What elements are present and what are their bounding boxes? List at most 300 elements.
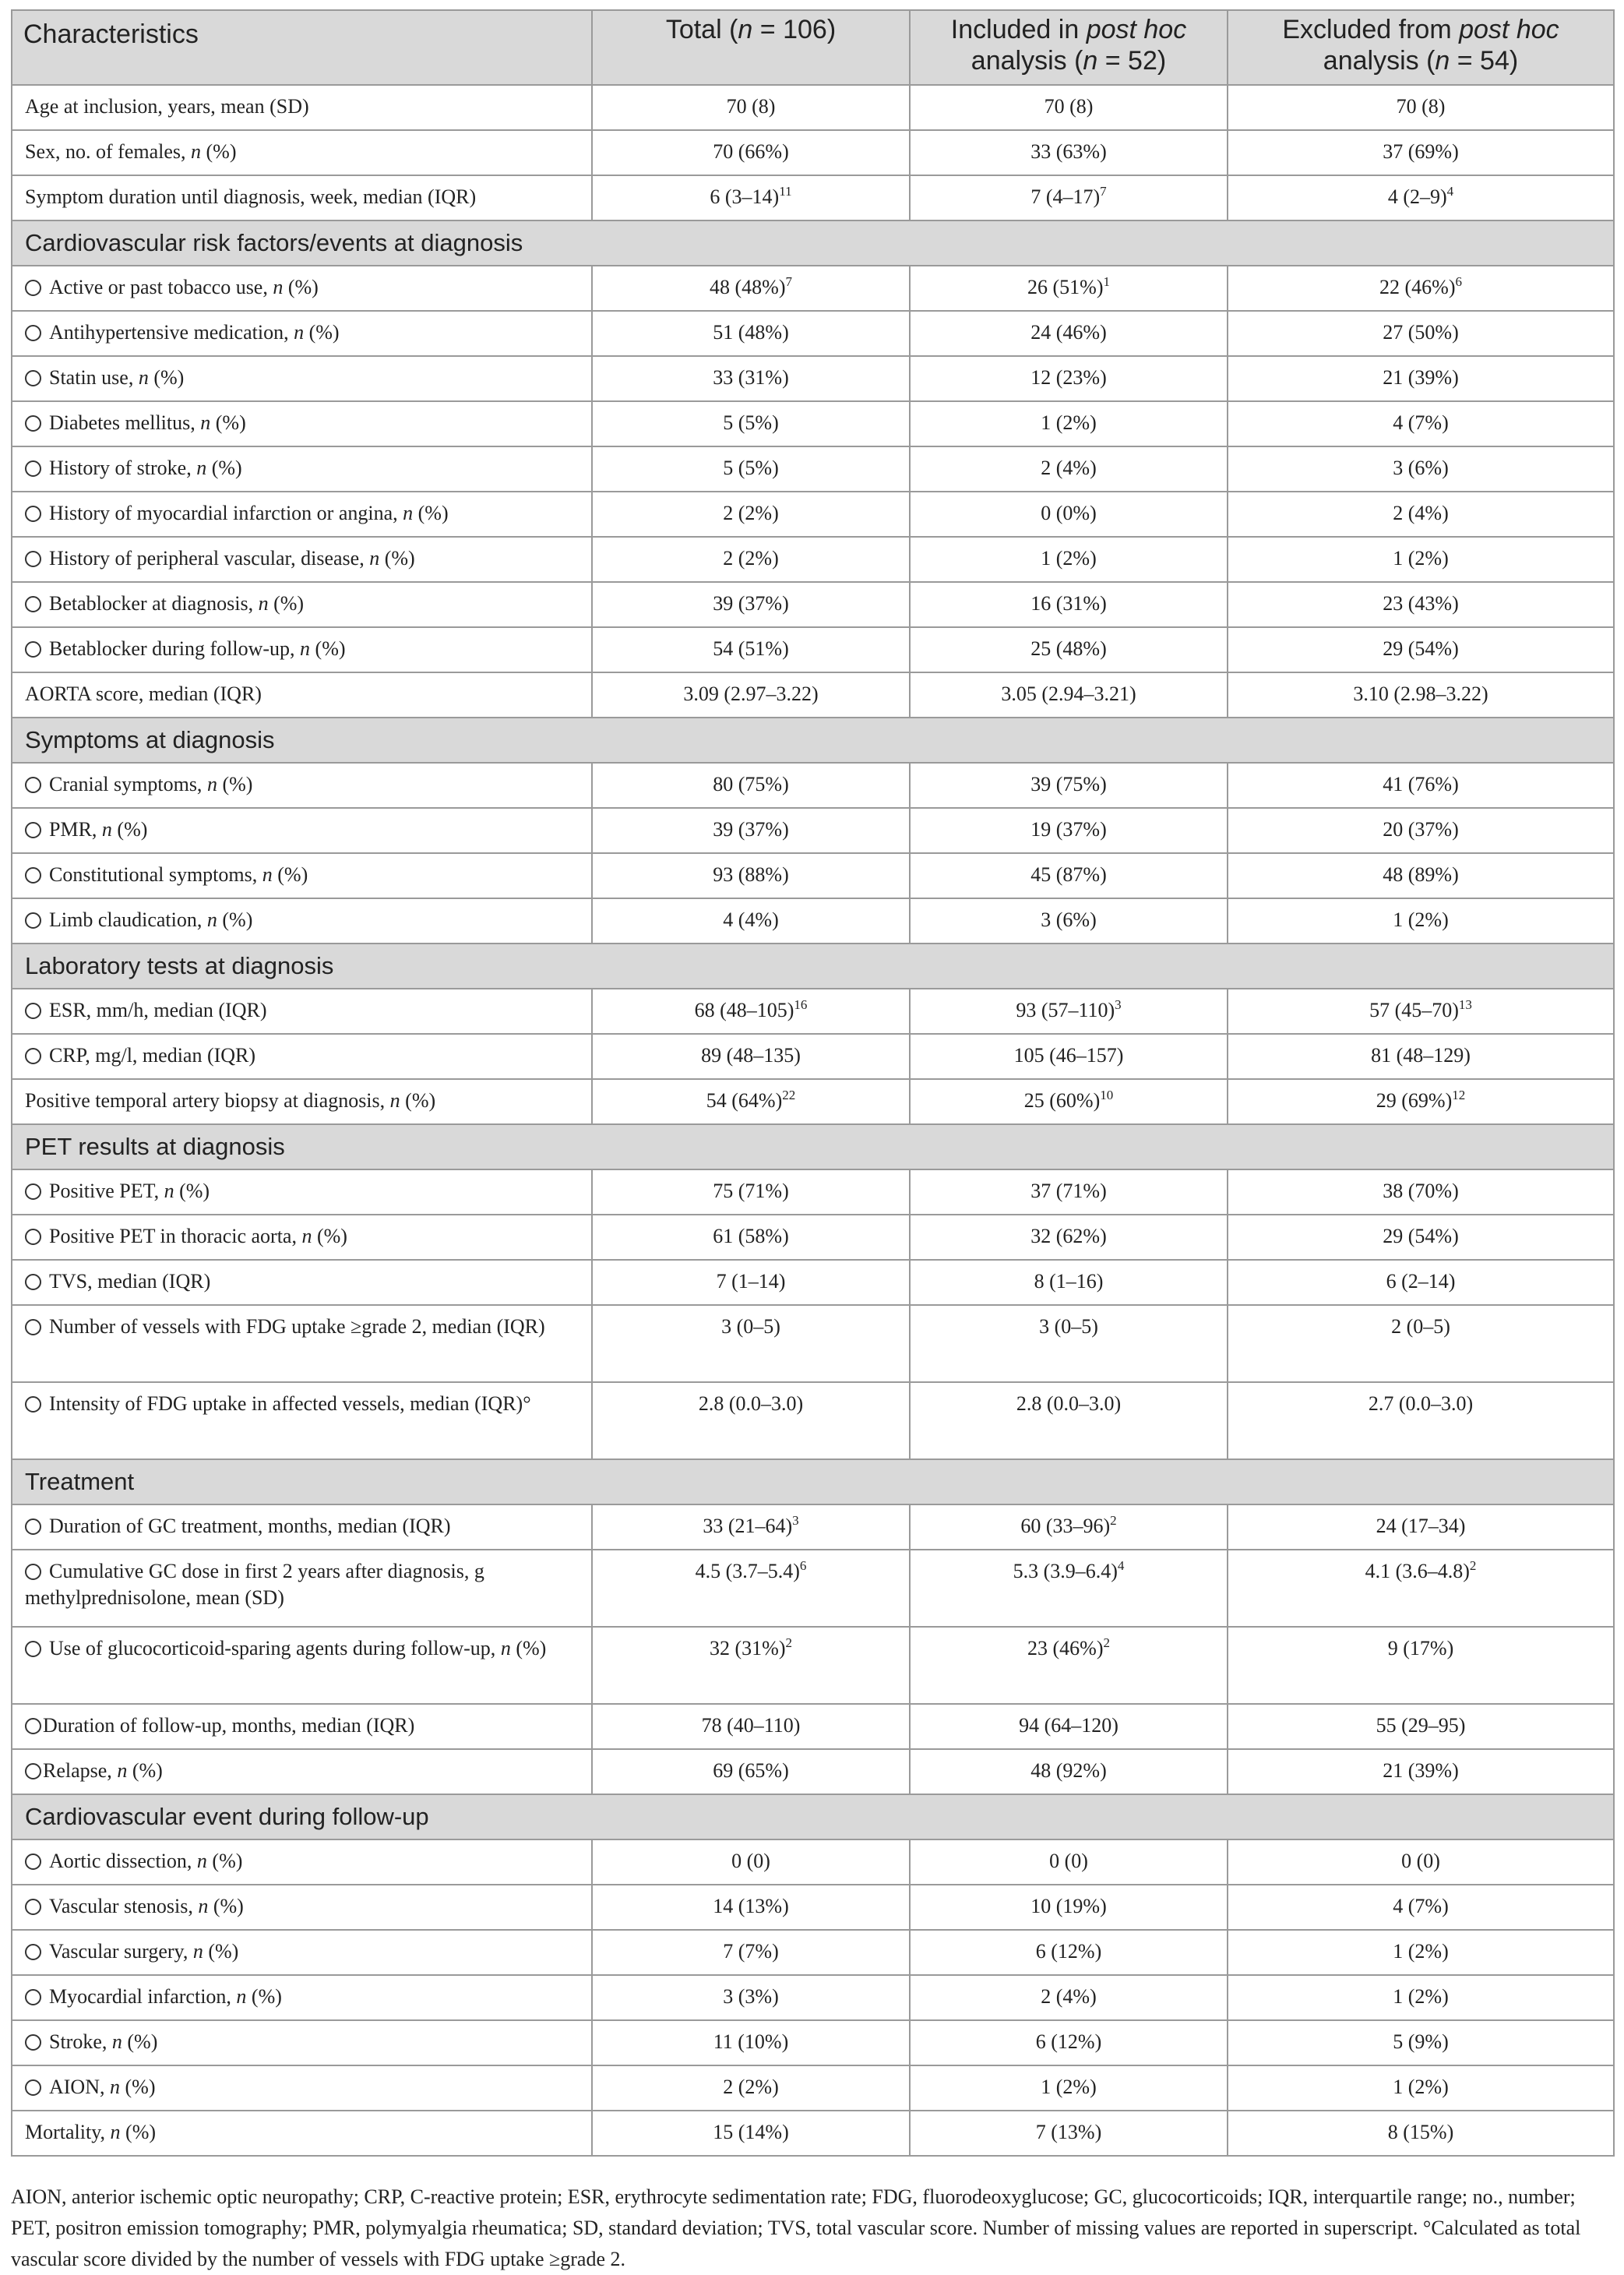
row-label: Relapse, n (%) (43, 1759, 163, 1782)
value-excluded: 27 (50%) (1383, 321, 1459, 344)
value-total: 2 (2%) (723, 2076, 779, 2098)
table-row (12, 1839, 1614, 1885)
value-excluded: 24 (17–34) (1376, 1515, 1466, 1537)
value-excluded: 29 (69%) (1376, 1089, 1453, 1112)
missing-count-superscript: 7 (785, 274, 792, 289)
table-row (12, 1079, 1614, 1124)
value-total: 5 (5%) (723, 411, 779, 434)
missing-count-superscript: 6 (1455, 274, 1462, 289)
missing-count-superscript: 2 (785, 1635, 792, 1650)
value-cell-included (910, 1382, 1228, 1459)
value-cell-total (592, 1627, 910, 1704)
circle-bullet-icon (25, 2034, 41, 2051)
missing-count-superscript: 12 (1452, 1088, 1466, 1102)
value-cell-excluded (1228, 763, 1614, 808)
row-label-cell (12, 85, 592, 130)
value-cell-excluded (1228, 627, 1614, 672)
value-cell-excluded (1228, 492, 1614, 537)
value-cell-included (910, 989, 1228, 1034)
circle-bullet-icon (25, 641, 41, 658)
value-excluded: 1 (2%) (1393, 908, 1449, 931)
value-included: 1 (2%) (1041, 411, 1097, 434)
value-cell-total (592, 1382, 910, 1459)
section-title: Cardiovascular event during follow-up (12, 1794, 1614, 1839)
value-cell-excluded (1228, 1749, 1614, 1794)
value-cell-total (592, 356, 910, 401)
value-cell-total (592, 1504, 910, 1550)
row-label-cell (12, 763, 592, 808)
value-included: 39 (75%) (1030, 773, 1107, 795)
row-label-cell (12, 808, 592, 853)
row-label-cell (12, 1079, 592, 1124)
value-included: 6 (12%) (1035, 1940, 1102, 1963)
value-total: 69 (65%) (713, 1759, 789, 1782)
section-title: Symptoms at diagnosis (12, 718, 1614, 763)
value-total: 33 (31%) (713, 366, 789, 389)
row-label: Vascular surgery, n (%) (49, 1940, 239, 1963)
value-included: 5.3 (3.9–6.4) (1013, 1560, 1118, 1582)
value-excluded: 3 (6%) (1393, 457, 1449, 479)
value-included: 3 (0–5) (1039, 1315, 1098, 1338)
missing-count-superscript: 4 (1446, 184, 1454, 199)
row-label: Antihypertensive medication, n (%) (49, 321, 340, 344)
missing-count-superscript: 7 (1100, 184, 1107, 199)
value-total: 75 (71%) (713, 1180, 789, 1202)
value-excluded: 37 (69%) (1383, 140, 1459, 163)
value-cell-excluded (1228, 2020, 1614, 2065)
row-label-cell (12, 1839, 592, 1885)
value-excluded: 29 (54%) (1383, 1225, 1459, 1247)
value-total: 33 (21–64) (703, 1515, 793, 1537)
value-cell-total (592, 401, 910, 446)
row-label-cell (12, 1749, 592, 1794)
value-cell-included (910, 1704, 1228, 1749)
value-excluded: 4 (2–9) (1387, 185, 1447, 208)
row-label-cell (12, 1885, 592, 1930)
value-total: 61 (58%) (713, 1225, 789, 1247)
row-label: History of stroke, n (%) (49, 457, 242, 479)
value-cell-excluded (1228, 1079, 1614, 1124)
row-label-cell (12, 1260, 592, 1305)
value-included: 105 (46–157) (1013, 1044, 1124, 1067)
row-label: Limb claudication, n (%) (49, 908, 253, 931)
value-total: 70 (66%) (713, 140, 789, 163)
row-label-cell (12, 627, 592, 672)
value-included: 10 (19%) (1030, 1895, 1107, 1917)
value-cell-included (910, 1034, 1228, 1079)
value-cell-total (592, 763, 910, 808)
row-label: Aortic dissection, n (%) (49, 1850, 243, 1872)
row-label: Positive temporal artery biopsy at diagnosis, n (%) (25, 1089, 436, 1112)
value-included: 19 (37%) (1030, 818, 1107, 841)
value-excluded: 5 (9%) (1393, 2030, 1449, 2053)
row-label-cell (12, 1504, 592, 1550)
value-cell-total (592, 1215, 910, 1260)
value-cell-excluded (1228, 1550, 1614, 1627)
value-cell-excluded (1228, 1930, 1614, 1975)
value-total: 2 (2%) (723, 547, 779, 570)
table-row (12, 627, 1614, 672)
value-cell-included (910, 401, 1228, 446)
value-cell-included (910, 85, 1228, 130)
table-row (12, 1504, 1614, 1550)
value-cell-total (592, 175, 910, 220)
row-label: Age at inclusion, years, mean (SD) (25, 95, 309, 118)
value-included: 60 (33–96) (1020, 1515, 1111, 1537)
value-cell-total (592, 1305, 910, 1382)
value-included: 3 (6%) (1041, 908, 1097, 931)
value-excluded: 4.1 (3.6–4.8) (1365, 1560, 1470, 1582)
value-cell-total (592, 266, 910, 311)
value-included: 7 (13%) (1035, 2121, 1102, 2143)
row-label: Betablocker during follow-up, n (%) (49, 637, 346, 660)
value-excluded: 21 (39%) (1383, 1759, 1459, 1782)
table-row (12, 401, 1614, 446)
value-total: 70 (8) (726, 95, 776, 118)
value-total: 54 (64%) (706, 1089, 783, 1112)
value-excluded: 4 (7%) (1393, 1895, 1449, 1917)
table-row (12, 85, 1614, 130)
row-label: Symptom duration until diagnosis, week, median (IQR) (25, 185, 477, 208)
value-excluded: 3.10 (2.98–3.22) (1353, 682, 1488, 705)
value-total: 80 (75%) (713, 773, 789, 795)
value-cell-excluded (1228, 582, 1614, 627)
row-label: Statin use, n (%) (49, 366, 185, 389)
table-row (12, 1930, 1614, 1975)
value-total: 93 (88%) (713, 863, 789, 886)
value-total: 39 (37%) (713, 592, 789, 615)
value-cell-excluded (1228, 537, 1614, 582)
value-cell-excluded (1228, 1885, 1614, 1930)
value-included: 2.8 (0.0–3.0) (1016, 1392, 1122, 1415)
value-excluded: 1 (2%) (1393, 2076, 1449, 2098)
value-cell-excluded (1228, 266, 1614, 311)
row-label: Myocardial infarction, n (%) (49, 1985, 282, 2008)
value-cell-included (910, 1260, 1228, 1305)
value-cell-total (592, 898, 910, 944)
table-row (12, 1704, 1614, 1749)
table-row (12, 763, 1614, 808)
table-row (12, 2020, 1614, 2065)
value-included: 6 (12%) (1035, 2030, 1102, 2053)
value-cell-included (910, 1930, 1228, 1975)
value-cell-included (910, 311, 1228, 356)
table-row (12, 130, 1614, 175)
section-header-row (12, 220, 1614, 266)
table-row (12, 808, 1614, 853)
value-included: 25 (48%) (1030, 637, 1107, 660)
table-row (12, 898, 1614, 944)
value-cell-excluded (1228, 808, 1614, 853)
circle-bullet-icon (25, 1564, 41, 1580)
value-cell-total (592, 311, 910, 356)
row-label: AION, n (%) (49, 2076, 156, 2098)
value-total: 14 (13%) (713, 1895, 789, 1917)
table-row (12, 266, 1614, 311)
value-excluded: 38 (70%) (1383, 1180, 1459, 1202)
value-cell-excluded (1228, 1169, 1614, 1215)
value-cell-total (592, 1704, 910, 1749)
value-cell-included (910, 1975, 1228, 2020)
table-row (12, 1169, 1614, 1215)
value-cell-included (910, 1504, 1228, 1550)
value-cell-included (910, 1215, 1228, 1260)
value-included: 23 (46%) (1027, 1637, 1104, 1660)
table-row (12, 1034, 1614, 1079)
value-included: 32 (62%) (1030, 1225, 1107, 1247)
value-cell-excluded (1228, 85, 1614, 130)
circle-bullet-icon (25, 280, 41, 296)
row-label-cell (12, 2065, 592, 2111)
value-cell-total (592, 1975, 910, 2020)
characteristics-table (11, 9, 1615, 2157)
value-cell-excluded (1228, 989, 1614, 1034)
value-cell-included (910, 2020, 1228, 2065)
row-label-cell (12, 1215, 592, 1260)
value-included: 1 (2%) (1041, 547, 1097, 570)
table-row (12, 1885, 1614, 1930)
row-label-cell (12, 130, 592, 175)
value-cell-total (592, 1169, 910, 1215)
table-row (12, 356, 1614, 401)
value-total: 39 (37%) (713, 818, 789, 841)
circle-bullet-icon (25, 822, 41, 838)
characteristics-table-container (11, 9, 1613, 2157)
table-row (12, 175, 1614, 220)
row-label: Active or past tobacco use, n (%) (49, 276, 319, 298)
circle-bullet-icon (25, 867, 41, 884)
row-label: Mortality, n (%) (25, 2121, 157, 2143)
value-total: 7 (7%) (723, 1940, 779, 1963)
value-included: 70 (8) (1044, 95, 1094, 118)
value-total: 6 (3–14) (710, 185, 780, 208)
value-total: 51 (48%) (713, 321, 789, 344)
circle-bullet-icon (25, 1319, 41, 1335)
value-total: 2.8 (0.0–3.0) (698, 1392, 804, 1415)
value-cell-included (910, 356, 1228, 401)
circle-bullet-icon (25, 325, 41, 341)
value-cell-included (910, 266, 1228, 311)
value-cell-excluded (1228, 1839, 1614, 1885)
value-included: 3.05 (2.94–3.21) (1001, 682, 1136, 705)
value-cell-total (592, 582, 910, 627)
circle-bullet-icon (25, 1518, 41, 1535)
value-cell-excluded (1228, 311, 1614, 356)
value-cell-total (592, 446, 910, 492)
value-total: 48 (48%) (710, 276, 786, 298)
value-cell-total (592, 989, 910, 1034)
value-cell-total (592, 2065, 910, 2111)
row-label: Vascular stenosis, n (%) (49, 1895, 244, 1917)
section-header-row (12, 1459, 1614, 1504)
circle-bullet-icon (25, 1718, 41, 1734)
table-row (12, 1627, 1614, 1704)
missing-count-superscript: 2 (1103, 1635, 1110, 1650)
value-cell-excluded (1228, 1260, 1614, 1305)
row-label-cell (12, 989, 592, 1034)
row-label: History of myocardial infarction or angina, n (%) (49, 502, 449, 524)
value-cell-included (910, 175, 1228, 220)
value-cell-included (910, 898, 1228, 944)
value-total: 0 (0) (731, 1850, 770, 1872)
section-title: Treatment (12, 1459, 1614, 1504)
circle-bullet-icon (25, 777, 41, 793)
missing-count-superscript: 22 (782, 1088, 796, 1102)
value-included: 48 (92%) (1030, 1759, 1107, 1782)
value-cell-included (910, 2111, 1228, 2156)
table-row (12, 1215, 1614, 1260)
value-excluded: 23 (43%) (1383, 592, 1459, 615)
row-label-cell (12, 1930, 592, 1975)
table-row (12, 537, 1614, 582)
table-row (12, 492, 1614, 537)
circle-bullet-icon (25, 1183, 41, 1200)
value-cell-included (910, 1627, 1228, 1704)
value-cell-excluded (1228, 356, 1614, 401)
value-total: 68 (48–105) (694, 999, 794, 1021)
value-excluded: 55 (29–95) (1376, 1714, 1466, 1737)
table-row (12, 1382, 1614, 1459)
missing-count-superscript: 16 (794, 997, 808, 1012)
value-cell-total (592, 1839, 910, 1885)
value-total: 3.09 (2.97–3.22) (683, 682, 819, 705)
row-label-cell (12, 175, 592, 220)
header-characteristics: Characteristics (12, 10, 592, 85)
value-included: 26 (51%) (1027, 276, 1104, 298)
value-excluded: 41 (76%) (1383, 773, 1459, 795)
table-row (12, 1975, 1614, 2020)
value-total: 54 (51%) (713, 637, 789, 660)
header-included: Included in post hoc analysis (n = 52) (910, 10, 1228, 85)
table-row (12, 1305, 1614, 1382)
value-cell-included (910, 853, 1228, 898)
row-label: Duration of GC treatment, months, median (IQR) (49, 1515, 451, 1537)
missing-count-superscript: 4 (1117, 1558, 1125, 1573)
value-included: 0 (0%) (1041, 502, 1097, 524)
value-cell-excluded (1228, 1305, 1614, 1382)
value-excluded: 48 (89%) (1383, 863, 1459, 886)
row-label-cell (12, 1975, 592, 2020)
circle-bullet-icon (25, 912, 41, 929)
circle-bullet-icon (25, 1396, 41, 1413)
value-excluded: 2.7 (0.0–3.0) (1368, 1392, 1474, 1415)
table-row (12, 1749, 1614, 1794)
value-cell-included (910, 808, 1228, 853)
value-excluded: 21 (39%) (1383, 366, 1459, 389)
value-cell-total (592, 1550, 910, 1627)
value-cell-included (910, 627, 1228, 672)
header-total: Total (n = 106) (592, 10, 910, 85)
circle-bullet-icon (25, 1944, 41, 1960)
value-excluded: 22 (46%) (1379, 276, 1456, 298)
value-cell-excluded (1228, 1382, 1614, 1459)
value-cell-total (592, 1079, 910, 1124)
missing-count-superscript: 11 (779, 184, 792, 199)
missing-count-superscript: 1 (1103, 274, 1110, 289)
value-cell-total (592, 130, 910, 175)
value-cell-total (592, 1034, 910, 1079)
row-label: Positive PET, n (%) (49, 1180, 210, 1202)
row-label-cell (12, 2020, 592, 2065)
value-cell-total (592, 808, 910, 853)
row-label-cell (12, 1550, 592, 1627)
missing-count-superscript: 13 (1458, 997, 1472, 1012)
value-excluded: 4 (7%) (1393, 411, 1449, 434)
value-cell-excluded (1228, 1034, 1614, 1079)
value-cell-excluded (1228, 898, 1614, 944)
row-label-cell (12, 1627, 592, 1704)
value-cell-excluded (1228, 401, 1614, 446)
value-included: 1 (2%) (1041, 2076, 1097, 2098)
table-row (12, 1260, 1614, 1305)
table-row (12, 853, 1614, 898)
row-label-cell (12, 446, 592, 492)
row-label-cell (12, 898, 592, 944)
value-included: 16 (31%) (1030, 592, 1107, 615)
value-cell-excluded (1228, 1627, 1614, 1704)
circle-bullet-icon (25, 1899, 41, 1915)
missing-count-superscript: 3 (792, 1513, 799, 1528)
value-included: 12 (23%) (1030, 366, 1107, 389)
row-label: Sex, no. of females, n (%) (25, 140, 237, 163)
missing-count-superscript: 2 (1469, 1558, 1477, 1573)
value-excluded: 9 (17%) (1387, 1637, 1454, 1660)
value-excluded: 1 (2%) (1393, 547, 1449, 570)
row-label-cell (12, 672, 592, 718)
value-cell-excluded (1228, 175, 1614, 220)
row-label-cell (12, 1382, 592, 1459)
section-title: PET results at diagnosis (12, 1124, 1614, 1169)
table-row (12, 1550, 1614, 1627)
section-header-row (12, 1124, 1614, 1169)
value-included: 93 (57–110) (1016, 999, 1115, 1021)
value-cell-excluded (1228, 672, 1614, 718)
row-label-cell (12, 311, 592, 356)
value-total: 4 (4%) (723, 908, 779, 931)
value-included: 7 (4–17) (1030, 185, 1101, 208)
table-header-row (12, 10, 1614, 85)
circle-bullet-icon (25, 415, 41, 432)
value-included: 2 (4%) (1041, 1985, 1097, 2008)
row-label: TVS, median (IQR) (49, 1270, 211, 1293)
row-label: Stroke, n (%) (49, 2030, 158, 2053)
value-cell-total (592, 2111, 910, 2156)
value-cell-total (592, 1749, 910, 1794)
value-cell-included (910, 130, 1228, 175)
row-label: Positive PET in thoracic aorta, n (%) (49, 1225, 347, 1247)
value-total: 7 (1–14) (716, 1270, 786, 1293)
value-total: 15 (14%) (713, 2121, 789, 2143)
missing-count-superscript: 3 (1115, 997, 1122, 1012)
value-cell-excluded (1228, 2111, 1614, 2156)
value-cell-included (910, 672, 1228, 718)
circle-bullet-icon (25, 2079, 41, 2096)
value-excluded: 1 (2%) (1393, 1940, 1449, 1963)
section-title: Laboratory tests at diagnosis (12, 944, 1614, 989)
value-total: 5 (5%) (723, 457, 779, 479)
circle-bullet-icon (25, 1763, 41, 1779)
row-label: Number of vessels with FDG uptake ≥grade 2, median (IQR) (49, 1315, 545, 1338)
value-cell-total (592, 2020, 910, 2065)
row-label: Diabetes mellitus, n (%) (49, 411, 246, 434)
row-label: Use of glucocorticoid-sparing agents during follow-up, n (%) (49, 1637, 547, 1660)
value-excluded: 2 (0–5) (1391, 1315, 1450, 1338)
value-excluded: 57 (45–70) (1369, 999, 1459, 1021)
value-cell-total (592, 1930, 910, 1975)
circle-bullet-icon (25, 1989, 41, 2005)
table-row (12, 989, 1614, 1034)
section-header-row (12, 944, 1614, 989)
